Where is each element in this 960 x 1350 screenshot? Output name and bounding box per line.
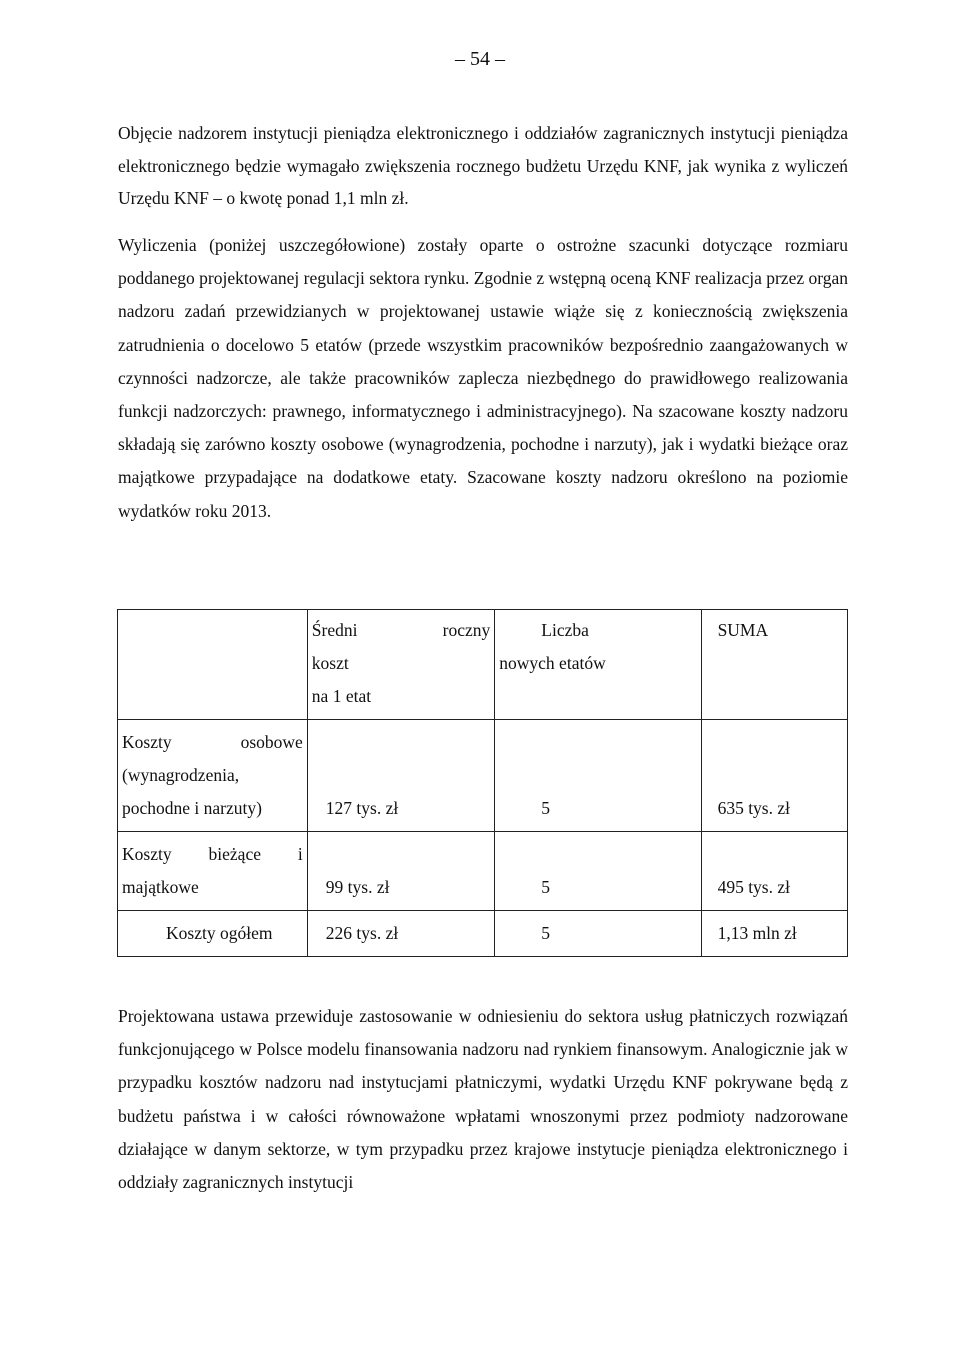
cell-value: 635 tys. zł [717,798,790,818]
table-header-row [118,610,848,720]
page-number [0,48,960,71]
row-label-line: majątkowe [122,877,199,897]
header-avg-line2: koszt [311,653,349,673]
row-avg-cost [307,911,494,957]
cell-value: 99 tys. zł [325,877,390,897]
page-number-text: – 54 – [455,48,505,70]
row-count [495,832,701,911]
row-count [495,720,701,832]
row-avg-cost [307,720,494,832]
row-avg-cost [307,832,494,911]
row-label-personnel [118,720,308,832]
table-header-empty [118,610,308,720]
paragraph-cost-estimates: Wyliczenia (poniżej uszczegółowione) zostały oparte o ostrożne szacunki dotyczące rozmiaru poddanego projektowanej regulacji sektora rynku. Zgodnie z wstępną oceną KNF realizacja przez organ nadzoru zadań przewidzianych w projektowanej ustawie wiąże się z koniecznością zwiększenia zatrudnienia o docelowo 5 etatów (przede wszystkim pracowników bezpośrednio zaangażowanych w czynności nadzorcze, ale także pracowników zaplecza niezbędnego do prawidłowego realizowania funkcji nadzorczych: prawnego, informatycznego i administracyjnego). Na szacowane koszty nadzoru składają się zarówno koszty osobowe (wynagrodzenia, pochodne i narzuty), jak i wydatki bieżące oraz majątkowe przypadające na dodatkowe etaty. Szacowane koszty nadzoru określono na poziomie wydatków roku 2013. [118,235,849,521]
header-avg-line1: Średni roczny [311,620,491,640]
header-count-line1: Liczba [541,620,589,640]
row-label-total [118,911,308,957]
cell-value: 5 [541,923,551,943]
row-label-line: Koszty bieżące i [122,844,303,864]
row-label-line: (wynagrodzenia, [122,765,240,785]
header-avg-line3: na 1 etat [311,686,372,706]
table-row [118,720,848,832]
row-label-line: Koszty osobowe [122,732,303,752]
paragraph-financing-model: Projektowana ustawa przewiduje zastosowanie w odniesieniu do sektora usług płatniczych rozwiązań funkcjonującego w Polsce modelu finansowania nadzoru nad rynkiem finansowym. Analogicznie jak w przypadku kosztów nadzoru nad instytucjami płatniczymi, wydatki Urzędu KNF pokrywane będą z budżetu państwa i w całości równoważone wpłatami wnoszonymi przez podmioty nadzorowane działające w danym sektorze, w tym przypadku przez krajowe instytucje pieniądza elektronicznego i oddziały zagranicznych instytucji [118,1006,848,1193]
cell-value: 127 tys. zł [325,798,399,818]
cost-table [117,609,848,957]
cell-value: 226 tys. zł [325,923,399,943]
table-header-count [495,610,701,720]
row-sum [701,911,847,957]
table-row [118,832,848,911]
row-count [495,911,701,957]
table-header-avg-cost [307,610,494,720]
cell-value: 5 [541,877,551,897]
table-header-sum [701,610,847,720]
row-sum [701,832,847,911]
row-sum [701,720,847,832]
row-label-current [118,832,308,911]
paragraph-supervision-budget: Objęcie nadzorem instytucji pieniądza elektronicznego i oddziałów zagranicznych instytucji pieniądza elektronicznego będzie wymagało zwiększenia rocznego budżetu Urzędu KNF, jak wynika z wyliczeń Urzędu KNF – o kwotę ponad 1,1 mln zł. [118,123,848,209]
table-row [118,911,848,957]
row-label-line: pochodne i narzuty) [122,798,262,818]
row-label-line: Koszty ogółem [166,923,273,943]
cell-value: 1,13 mln zł [717,923,797,943]
cell-value: 5 [541,798,551,818]
header-sum-text: SUMA [717,620,769,640]
header-count-line2: nowych etatów [499,653,606,673]
cell-value: 495 tys. zł [717,877,790,897]
